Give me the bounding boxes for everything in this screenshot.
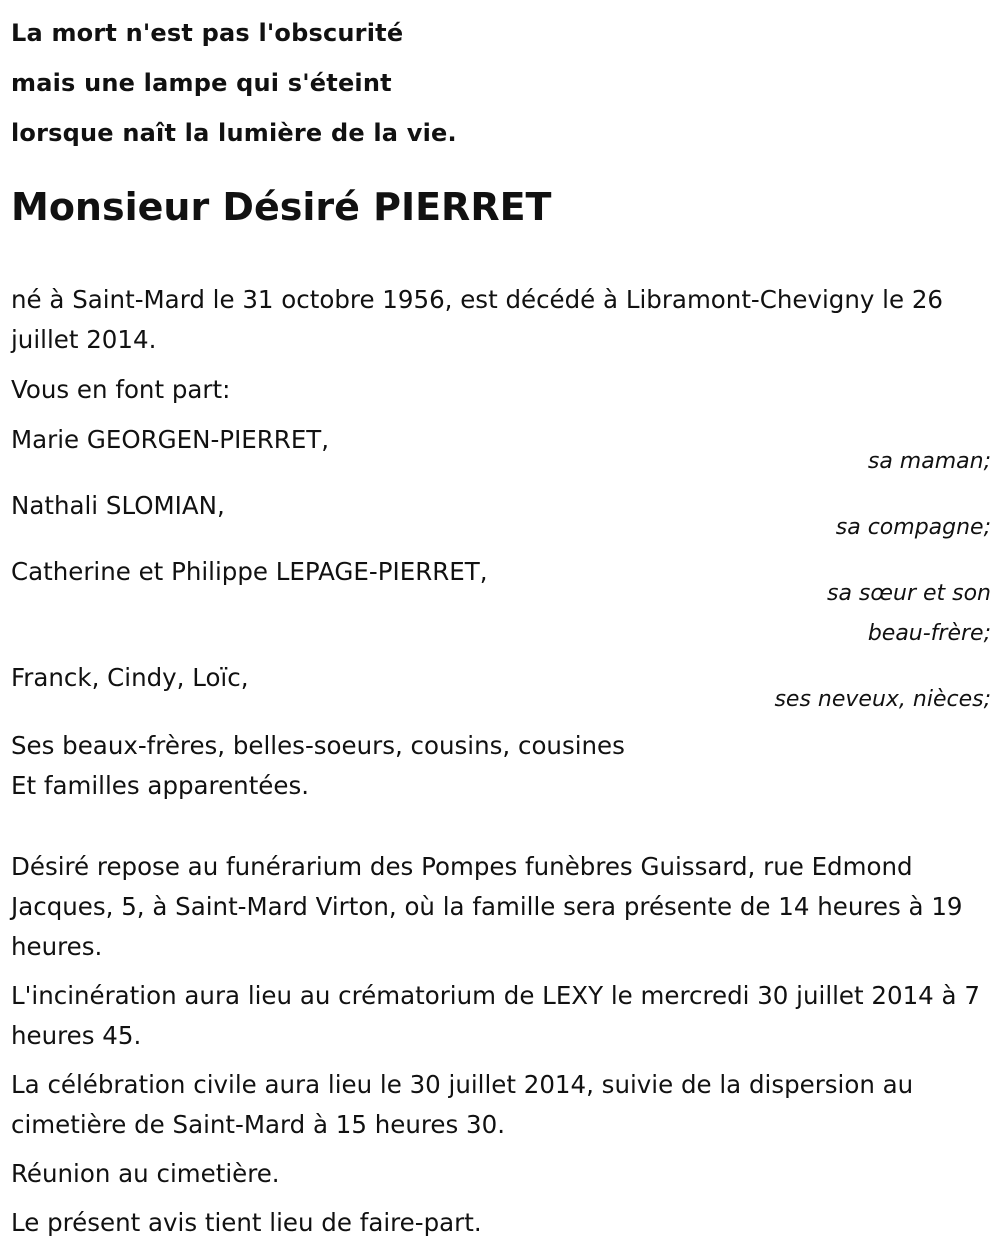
family-member-relation-line-2: beau-frère; [867,621,991,646]
announcement [11,280,991,410]
intro-text: Vous en font part: [11,375,231,404]
celebration-text: La célébration civile aura lieu le 30 juillet 2014, suivie de la dispersion au cimetière de Saint-Mard à 15 heures 30. [11,1070,914,1139]
page-title: Monsieur Désiré PIERRET [11,185,552,229]
family-member-relation: ses neveux, nièces; [774,687,991,712]
poem-line-3: lorsque naît la lumière de la vie. [11,119,457,147]
extended-family-line-2: Et familles apparentées. [11,771,309,800]
family-member [11,552,991,654]
repose-text: Désiré repose au funérarium des Pompes funèbres Guissard, rue Edmond Jacques, 5, à Saint-Mard Virton, où la famille sera présente de 14 heures à 19 heures. [11,852,963,961]
family-member-name: Nathali SLOMIAN, [11,491,225,520]
poem-line-1: La mort n'est pas l'obscurité [11,19,404,47]
family-member-name: Marie GEORGEN-PIERRET, [11,425,330,454]
family-member-name: Catherine et Philippe LEPAGE-PIERRET, [11,557,488,586]
family-member-relation-line-1: sa sœur et son [826,581,991,606]
family-member-relation: sa compagne; [835,515,991,540]
incineration-text: L'incinération aura lieu au crématorium de LEXY le mercredi 30 juillet 2014 à 7 heures 45. [11,981,980,1050]
obituary-document [11,0,991,1243]
family-member [11,420,991,482]
birth-death-text: né à Saint-Mard le 31 octobre 1956, est décédé à Libramont-Chevigny le 26 juillet 2014. [11,285,943,354]
extended-family [11,726,991,806]
reunion-text: Réunion au cimetière. [11,1159,280,1188]
family-member [11,486,991,548]
family-member-name: Franck, Cindy, Loïc, [11,663,249,692]
poem-line-2: mais une lampe qui s'éteint [11,69,392,97]
poem [11,0,991,158]
family-member-relation: sa maman; [867,449,991,474]
ceremony-details [11,847,991,1243]
notice-text: Le présent avis tient lieu de faire-part. [11,1208,482,1237]
family-member [11,658,991,720]
family-list [11,420,991,720]
extended-family-line-1: Ses beaux-frères, belles-soeurs, cousins, cousines [11,731,625,760]
